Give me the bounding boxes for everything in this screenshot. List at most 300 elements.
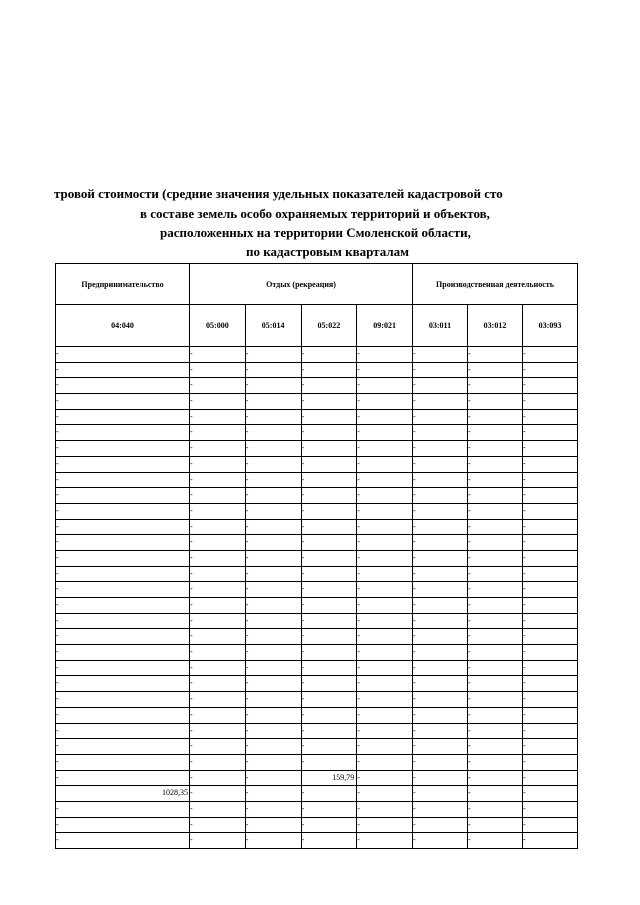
table-cell: - <box>357 817 413 833</box>
table-row <box>56 786 578 802</box>
table-cell: - <box>301 519 357 535</box>
table-cell: - <box>357 472 413 488</box>
table-cell: - <box>523 645 578 661</box>
table-cell: - <box>245 425 301 441</box>
table-cell: - <box>245 723 301 739</box>
row-first-cell: 1028,35 <box>56 786 190 802</box>
table-cell: - <box>413 582 468 598</box>
table-cell: - <box>301 598 357 614</box>
table-cell: - <box>301 645 357 661</box>
table-cell: - <box>413 519 468 535</box>
table-cell: - <box>245 739 301 755</box>
table-row <box>56 770 578 786</box>
table-cell: - <box>357 535 413 551</box>
column-header: 05:022 <box>301 305 357 347</box>
table-cell: - <box>301 550 357 566</box>
table-cell: - <box>190 503 246 519</box>
row-first-cell: - <box>56 378 190 394</box>
row-first-cell: - <box>56 770 190 786</box>
table-cell: - <box>523 770 578 786</box>
table-cell: - <box>245 456 301 472</box>
table-cell: - <box>301 707 357 723</box>
column-header-row <box>56 305 578 347</box>
table-cell: - <box>190 645 246 661</box>
table-cell: - <box>357 488 413 504</box>
table-cell: - <box>301 833 357 849</box>
table-cell: - <box>245 770 301 786</box>
table-cell: - <box>523 394 578 410</box>
table-cell: - <box>301 613 357 629</box>
table-row <box>56 566 578 582</box>
table-cell: - <box>413 723 468 739</box>
table-cell: - <box>190 770 246 786</box>
table-cell: - <box>301 394 357 410</box>
table-cell: - <box>468 786 523 802</box>
table-row <box>56 535 578 551</box>
title-line-2: в составе земель особо охраняемых территорий и объектов, <box>140 206 490 221</box>
group-header-recreation: Отдых (рекреация) <box>190 264 413 305</box>
table-cell: - <box>357 425 413 441</box>
table-cell: - <box>523 833 578 849</box>
row-first-cell: - <box>56 801 190 817</box>
table-cell: - <box>301 347 357 363</box>
table-row <box>56 598 578 614</box>
table-row <box>56 833 578 849</box>
table-cell: - <box>245 629 301 645</box>
table-cell: - <box>301 801 357 817</box>
table-cell: - <box>357 409 413 425</box>
table-cell: - <box>413 409 468 425</box>
row-first-cell: - <box>56 692 190 708</box>
table-row <box>56 629 578 645</box>
column-header: 05:014 <box>245 305 301 347</box>
title-line-3: расположенных на территории Смоленской области, <box>160 225 471 240</box>
table-cell: - <box>468 692 523 708</box>
table-cell: - <box>523 362 578 378</box>
table-cell: - <box>523 488 578 504</box>
table-cell: - <box>413 770 468 786</box>
row-first-cell: - <box>56 613 190 629</box>
table-cell: - <box>413 833 468 849</box>
table-row <box>56 582 578 598</box>
table-cell: - <box>413 786 468 802</box>
table-cell: - <box>413 645 468 661</box>
row-first-cell: - <box>56 550 190 566</box>
table-cell: - <box>357 692 413 708</box>
cadastral-value-table <box>55 263 578 849</box>
table-row <box>56 613 578 629</box>
table-cell: - <box>413 739 468 755</box>
row-first-cell: - <box>56 676 190 692</box>
table-cell: - <box>357 739 413 755</box>
table-cell: - <box>301 409 357 425</box>
table-cell: - <box>190 660 246 676</box>
table-cell: - <box>190 739 246 755</box>
table-cell: - <box>245 692 301 708</box>
table-cell: - <box>190 425 246 441</box>
table-cell: - <box>245 786 301 802</box>
table-cell: - <box>357 347 413 363</box>
table-cell: - <box>413 692 468 708</box>
table-cell: - <box>301 692 357 708</box>
table-cell: - <box>245 613 301 629</box>
table-cell: - <box>523 723 578 739</box>
table-cell: - <box>245 754 301 770</box>
table-row <box>56 817 578 833</box>
column-header: 03:011 <box>413 305 468 347</box>
column-header: 09:021 <box>357 305 413 347</box>
table-cell: - <box>357 754 413 770</box>
table-cell: - <box>468 550 523 566</box>
table-cell: - <box>245 362 301 378</box>
table-cell: - <box>357 566 413 582</box>
row-first-cell: - <box>56 347 190 363</box>
table-cell: - <box>245 409 301 425</box>
table-cell: - <box>413 378 468 394</box>
table-cell: - <box>523 456 578 472</box>
table-cell: - <box>190 582 246 598</box>
table-cell: - <box>301 362 357 378</box>
row-first-cell: - <box>56 754 190 770</box>
table-cell: - <box>468 362 523 378</box>
table-row <box>56 707 578 723</box>
table-cell: - <box>523 503 578 519</box>
row-first-cell: - <box>56 707 190 723</box>
table-cell: - <box>413 801 468 817</box>
row-first-cell: - <box>56 472 190 488</box>
table-cell: - <box>468 801 523 817</box>
table-cell: - <box>523 535 578 551</box>
title-line-4: по кадастровым кварталам <box>246 244 409 259</box>
table-cell: - <box>468 660 523 676</box>
table-cell: - <box>523 472 578 488</box>
table-cell: - <box>413 394 468 410</box>
table-cell: - <box>301 629 357 645</box>
table-cell: - <box>523 409 578 425</box>
table-cell: - <box>523 425 578 441</box>
table-row <box>56 739 578 755</box>
row-first-cell: - <box>56 817 190 833</box>
group-header-row <box>56 264 578 305</box>
table-cell: - <box>245 707 301 723</box>
table-row <box>56 519 578 535</box>
table-cell: - <box>468 566 523 582</box>
table-cell: - <box>468 456 523 472</box>
table-cell: - <box>301 817 357 833</box>
table-cell: - <box>523 582 578 598</box>
row-first-cell: - <box>56 503 190 519</box>
table-cell: - <box>413 817 468 833</box>
table-cell: - <box>190 801 246 817</box>
table-row <box>56 660 578 676</box>
table-cell: - <box>523 692 578 708</box>
table-row <box>56 456 578 472</box>
table-cell: - <box>413 676 468 692</box>
table-cell: - <box>245 519 301 535</box>
row-first-cell: - <box>56 723 190 739</box>
table-cell: - <box>357 503 413 519</box>
table-cell: - <box>245 378 301 394</box>
group-header-entrepreneurship: Предпринимательство <box>56 264 190 305</box>
table-cell: - <box>357 833 413 849</box>
row-first-cell: - <box>56 660 190 676</box>
table-cell: - <box>245 488 301 504</box>
row-first-cell: - <box>56 362 190 378</box>
table-cell: - <box>190 754 246 770</box>
table-row <box>56 550 578 566</box>
table-row <box>56 347 578 363</box>
table-cell: - <box>190 409 246 425</box>
table-cell: - <box>245 598 301 614</box>
table-cell: - <box>468 425 523 441</box>
table-cell: - <box>413 598 468 614</box>
table-cell: - <box>468 629 523 645</box>
table-cell: - <box>190 613 246 629</box>
table-cell: - <box>413 660 468 676</box>
table-cell: - <box>468 770 523 786</box>
table-cell: - <box>468 645 523 661</box>
table-cell: - <box>301 739 357 755</box>
row-first-cell: - <box>56 582 190 598</box>
table-cell: - <box>468 409 523 425</box>
table-cell: - <box>190 550 246 566</box>
table-cell: - <box>468 347 523 363</box>
table-cell: - <box>357 598 413 614</box>
table-cell: - <box>190 488 246 504</box>
table-cell: - <box>468 676 523 692</box>
table-cell: - <box>301 676 357 692</box>
table-cell: - <box>468 519 523 535</box>
table-cell: - <box>245 503 301 519</box>
column-header: 04:040 <box>56 305 190 347</box>
table-cell: - <box>523 676 578 692</box>
table-cell: - <box>413 362 468 378</box>
table-cell: - <box>357 676 413 692</box>
table-cell: - <box>468 503 523 519</box>
table-cell: - <box>468 754 523 770</box>
table-cell: - <box>190 786 246 802</box>
table-cell: - <box>190 378 246 394</box>
row-first-cell: - <box>56 519 190 535</box>
table-cell: - <box>190 692 246 708</box>
table-cell: - <box>523 378 578 394</box>
table-cell: - <box>413 535 468 551</box>
column-header: 03:093 <box>523 305 578 347</box>
table-cell: - <box>301 503 357 519</box>
table-cell: 159,79 <box>301 770 357 786</box>
table-cell: - <box>468 582 523 598</box>
table-cell: - <box>413 629 468 645</box>
table-cell: - <box>523 347 578 363</box>
table-cell: - <box>413 441 468 457</box>
table-cell: - <box>413 456 468 472</box>
table-cell: - <box>245 550 301 566</box>
table-cell: - <box>468 739 523 755</box>
table-cell: - <box>245 566 301 582</box>
row-first-cell: - <box>56 441 190 457</box>
table-cell: - <box>413 347 468 363</box>
table-cell: - <box>523 629 578 645</box>
table-row <box>56 362 578 378</box>
table-cell: - <box>523 550 578 566</box>
table-body <box>56 347 578 849</box>
table-cell: - <box>357 786 413 802</box>
table-cell: - <box>190 707 246 723</box>
table-cell: - <box>190 394 246 410</box>
table-cell: - <box>301 660 357 676</box>
table-cell: - <box>357 550 413 566</box>
table-cell: - <box>301 786 357 802</box>
row-first-cell: - <box>56 409 190 425</box>
table-cell: - <box>245 441 301 457</box>
table-cell: - <box>523 660 578 676</box>
table-cell: - <box>245 660 301 676</box>
table-cell: - <box>190 347 246 363</box>
table-row <box>56 394 578 410</box>
table-cell: - <box>523 754 578 770</box>
table-cell: - <box>413 472 468 488</box>
table-cell: - <box>190 472 246 488</box>
table-cell: - <box>245 801 301 817</box>
table-cell: - <box>357 378 413 394</box>
table-cell: - <box>357 645 413 661</box>
table-cell: - <box>413 754 468 770</box>
table-row <box>56 425 578 441</box>
table-cell: - <box>468 441 523 457</box>
table-row <box>56 472 578 488</box>
table-cell: - <box>413 488 468 504</box>
table-cell: - <box>301 472 357 488</box>
column-header: 03:012 <box>468 305 523 347</box>
table-cell: - <box>190 629 246 645</box>
table-cell: - <box>301 488 357 504</box>
table-cell: - <box>468 613 523 629</box>
table-cell: - <box>301 441 357 457</box>
table-cell: - <box>468 598 523 614</box>
table-cell: - <box>190 535 246 551</box>
table-cell: - <box>468 535 523 551</box>
table-cell: - <box>357 801 413 817</box>
row-first-cell: - <box>56 488 190 504</box>
table-cell: - <box>357 613 413 629</box>
table-cell: - <box>357 362 413 378</box>
table-cell: - <box>357 660 413 676</box>
table-cell: - <box>523 817 578 833</box>
table-cell: - <box>190 519 246 535</box>
table-row <box>56 676 578 692</box>
table-cell: - <box>468 488 523 504</box>
table-cell: - <box>245 676 301 692</box>
table-cell: - <box>190 362 246 378</box>
table-cell: - <box>413 425 468 441</box>
title-line-1: тровой стоимости (средние значения удельных показателей кадастровой сто <box>54 186 503 201</box>
row-first-cell: - <box>56 394 190 410</box>
table-cell: - <box>468 378 523 394</box>
table-cell: - <box>357 629 413 645</box>
table-cell: - <box>301 566 357 582</box>
table-cell: - <box>413 707 468 723</box>
table-cell: - <box>523 441 578 457</box>
row-first-cell: - <box>56 535 190 551</box>
table-cell: - <box>523 566 578 582</box>
table-cell: - <box>245 347 301 363</box>
table-cell: - <box>523 519 578 535</box>
row-first-cell: - <box>56 598 190 614</box>
table-cell: - <box>413 613 468 629</box>
table-cell: - <box>190 833 246 849</box>
table-cell: - <box>190 676 246 692</box>
row-first-cell: - <box>56 566 190 582</box>
table-cell: - <box>245 833 301 849</box>
table-cell: - <box>468 833 523 849</box>
table-cell: - <box>523 739 578 755</box>
table-cell: - <box>523 786 578 802</box>
table-row <box>56 378 578 394</box>
table-cell: - <box>190 566 246 582</box>
table-cell: - <box>468 723 523 739</box>
table-cell: - <box>301 425 357 441</box>
table-cell: - <box>468 394 523 410</box>
table-cell: - <box>190 456 246 472</box>
table-cell: - <box>357 770 413 786</box>
table-cell: - <box>523 707 578 723</box>
table-cell: - <box>245 394 301 410</box>
table-row <box>56 409 578 425</box>
table-cell: - <box>301 456 357 472</box>
table-cell: - <box>357 394 413 410</box>
table-row <box>56 754 578 770</box>
table-cell: - <box>468 472 523 488</box>
row-first-cell: - <box>56 456 190 472</box>
row-first-cell: - <box>56 645 190 661</box>
table-cell: - <box>245 535 301 551</box>
row-first-cell: - <box>56 425 190 441</box>
table-cell: - <box>301 754 357 770</box>
table-cell: - <box>245 817 301 833</box>
table-cell: - <box>301 535 357 551</box>
table-cell: - <box>301 378 357 394</box>
table-row <box>56 723 578 739</box>
table-cell: - <box>245 472 301 488</box>
table-cell: - <box>301 582 357 598</box>
table-cell: - <box>190 598 246 614</box>
table-cell: - <box>413 503 468 519</box>
table-row <box>56 801 578 817</box>
table-cell: - <box>413 566 468 582</box>
table-cell: - <box>523 801 578 817</box>
table-cell: - <box>357 441 413 457</box>
table-row <box>56 645 578 661</box>
row-first-cell: - <box>56 739 190 755</box>
group-header-production: Производственная деятельность <box>413 264 578 305</box>
table-cell: - <box>245 582 301 598</box>
table-cell: - <box>413 550 468 566</box>
table-row <box>56 503 578 519</box>
table-row <box>56 692 578 708</box>
table-cell: - <box>357 707 413 723</box>
table-cell: - <box>190 723 246 739</box>
table-cell: - <box>245 645 301 661</box>
row-first-cell: - <box>56 833 190 849</box>
table-cell: - <box>468 707 523 723</box>
table-row <box>56 488 578 504</box>
table-cell: - <box>523 613 578 629</box>
table-cell: - <box>357 723 413 739</box>
table-cell: - <box>357 582 413 598</box>
table-cell: - <box>190 817 246 833</box>
table-cell: - <box>468 817 523 833</box>
column-header: 05:000 <box>190 305 246 347</box>
